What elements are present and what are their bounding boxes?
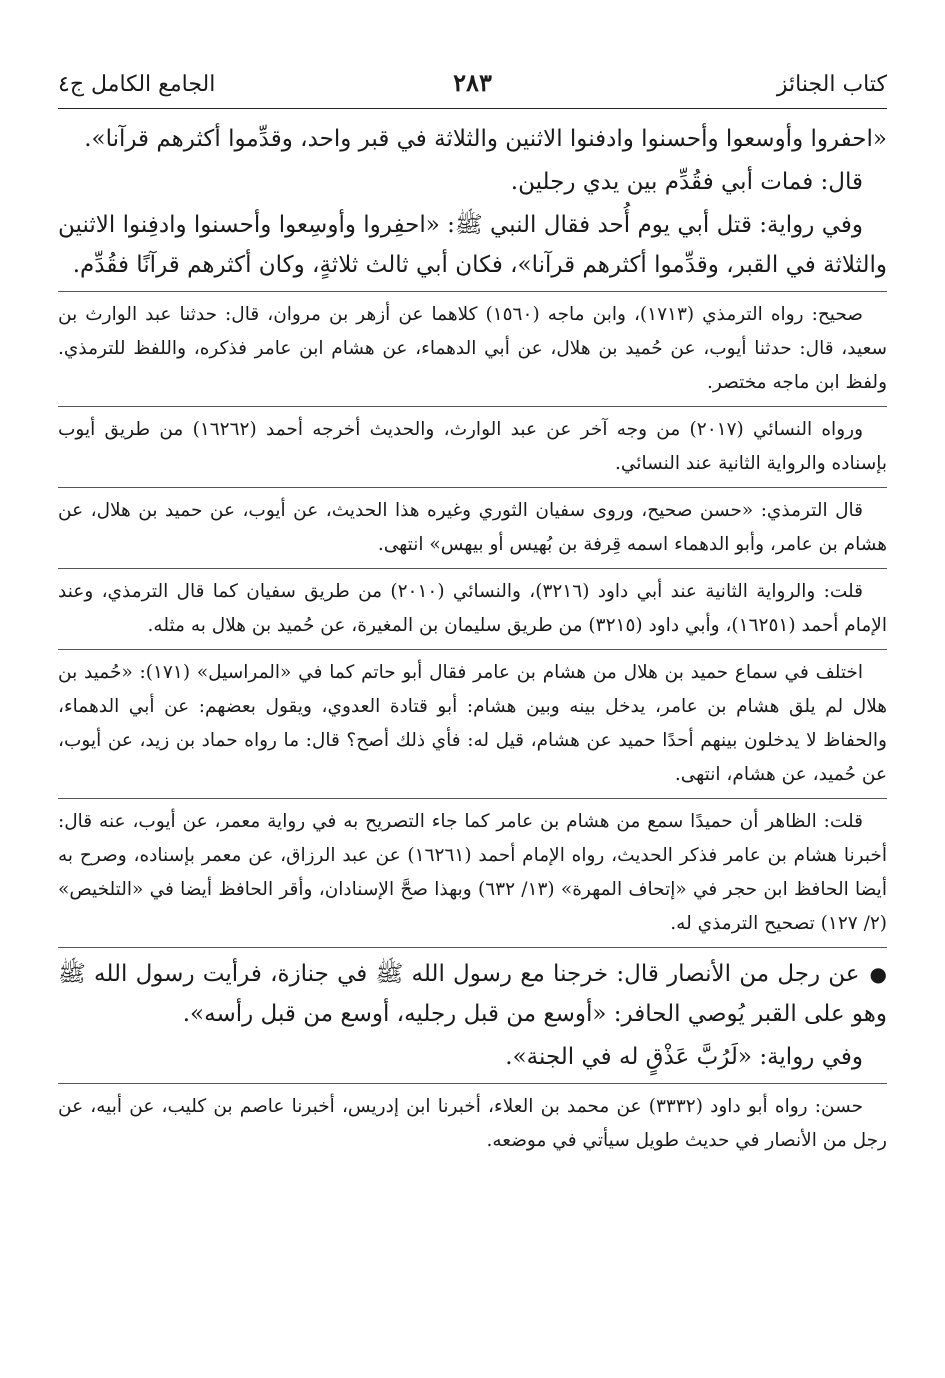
takhrij-note	[58, 494, 887, 562]
paragraph-text: قال الترمذي: «حسن صحيح، وروى سفيان الثوري وغيره هذا الحديث، عن أيوب، عن حميد بن هلال، عن هشام بن عامر، وأبو الدهماء اسمه قِرفة بن بُهيس أو بيهس» انتهى.	[58, 500, 887, 555]
paragraph-text: حسن: رواه أبو داود (٣٣٣٢) عن محمد بن العلاء، أخبرنا ابن إدريس، أخبرنا عاصم بن كليب، عن أبيه، عن رجل من الأنصار في حديث طويل سيأتي في موضعه.	[58, 1096, 887, 1151]
book-title: الجامع الكامل ج٤	[58, 72, 216, 97]
hadith-text	[58, 162, 887, 202]
section-divider	[58, 291, 887, 292]
section-divider	[58, 406, 887, 407]
section-divider	[58, 947, 887, 948]
paragraph-text: اختلف في سماع حميد بن هلال من هشام بن عامر فقال أبو حاتم كما في «المراسيل» (١٧١): «حُميد بن هلال لم يلق هشام بن عامر، يدخل بينه وبين هشام: أبو قتادة العدوي، ويقول بعضهم: عن أبي الدهماء، والحفاظ لا يدخلون بينهم أحدًا حميد عن هشام، قيل له: فأي ذلك أصح؟ قال: ما رواه حماد بن زيد، عن أيوب، عن حُميد، عن هشام، انتهى.	[58, 662, 887, 785]
running-header	[58, 60, 887, 108]
section-divider	[58, 1083, 887, 1084]
paragraph-text: وفي رواية: «لَرُبَّ عَذْقٍ له في الجنة».	[505, 1044, 863, 1070]
takhrij-note	[58, 656, 887, 792]
takhrij-note	[58, 575, 887, 643]
paragraph-text: صحيح: رواه الترمذي (١٧١٣)، وابن ماجه (١٥٦٠) كلاهما عن أزهر بن مروان، قال: حدثنا عبد الوارث بن سعيد، قال: حدثنا أيوب، عن حُميد بن هلال، عن أبي الدهماء، عن هشام ابن عامر فذكره، واللفظ للترمذي. ولفظ ابن ماجه مختصر.	[58, 304, 887, 393]
hadith-text	[58, 119, 887, 159]
paragraph-text: قال: فمات أبي فقُدِّم بين يدي رجلين.	[510, 169, 863, 195]
hadith-text	[58, 954, 887, 1034]
section-divider	[58, 568, 887, 569]
takhrij-note	[58, 805, 887, 941]
chapter-title: كتاب الجنائز	[776, 72, 887, 97]
page-body	[58, 119, 887, 1158]
section-divider	[58, 798, 887, 799]
paragraph-text: قلت: الظاهر أن حميدًا سمع من هشام بن عامر كما جاء التصريح به في رواية معمر، عن أيوب، عنه قال: أخبرنا هشام بن عامر فذكر الحديث، رواه الإمام أحمد (١٦٢٦١) عن عبد الرزاق، عن معمر بإسناده، وصرح به أيضا الحافظ ابن حجر في «إتحاف المهرة» (١٣/ ٦٣٢) وبهذا صحَّ الإسنادان، وأقر الحافظ أيضا في «التلخيص» (٢/ ١٢٧) تصحيح الترمذي له.	[58, 811, 887, 934]
takhrij-note	[58, 298, 887, 400]
page-number: ٢٨٣	[453, 68, 492, 97]
bullet-icon: ●	[869, 962, 887, 986]
paragraph-text: ورواه النسائي (٢٠١٧) من وجه آخر عن عبد الوارث، والحديث أخرجه أحمد (١٦٢٦٢) من طريق أيوب بإسناده والرواية الثانية عند النسائي.	[58, 419, 887, 474]
hadith-text	[58, 1037, 887, 1077]
paragraph-text: «احفروا وأوسعوا وأحسنوا وادفنوا الاثنين والثلاثة في قبر واحد، وقدِّموا أكثرهم قرآنا».	[84, 126, 887, 152]
takhrij-note	[58, 413, 887, 481]
paragraph-text: قلت: والرواية الثانية عند أبي داود (٣٢١٦)، والنسائي (٢٠١٠) من طريق سفيان كما قال الترمذي، وعند الإمام أحمد (١٦٢٥١)، وأبي داود (٣٢١٥) من طريق سليمان بن المغيرة، عن حُميد بن هلال به مثله.	[58, 581, 887, 636]
paragraph-text: وفي رواية: قتل أبي يوم أُحد فقال النبي ﷺ: «احفِروا وأوسِعوا وأحسنوا وادفِنوا الاثنين والثلاثة في القبر، وقدِّموا أكثرهم قرآنا»، فكان أبي ثالث ثلاثةٍ، وكان أكثرهم قرآنًا فقُدِّم.	[58, 212, 887, 278]
takhrij-note	[58, 1090, 887, 1158]
section-divider	[58, 649, 887, 650]
paragraph-text: عن رجل من الأنصار قال: خرجنا مع رسول الله ﷺ في جنازة، فرأيت رسول الله ﷺ وهو على القبر يُوصي الحافر: «أوسع من قبل رجليه، أوسع من قبل رأسه».	[58, 961, 887, 1027]
header-rule	[58, 108, 887, 109]
section-divider	[58, 487, 887, 488]
hadith-text	[58, 205, 887, 285]
